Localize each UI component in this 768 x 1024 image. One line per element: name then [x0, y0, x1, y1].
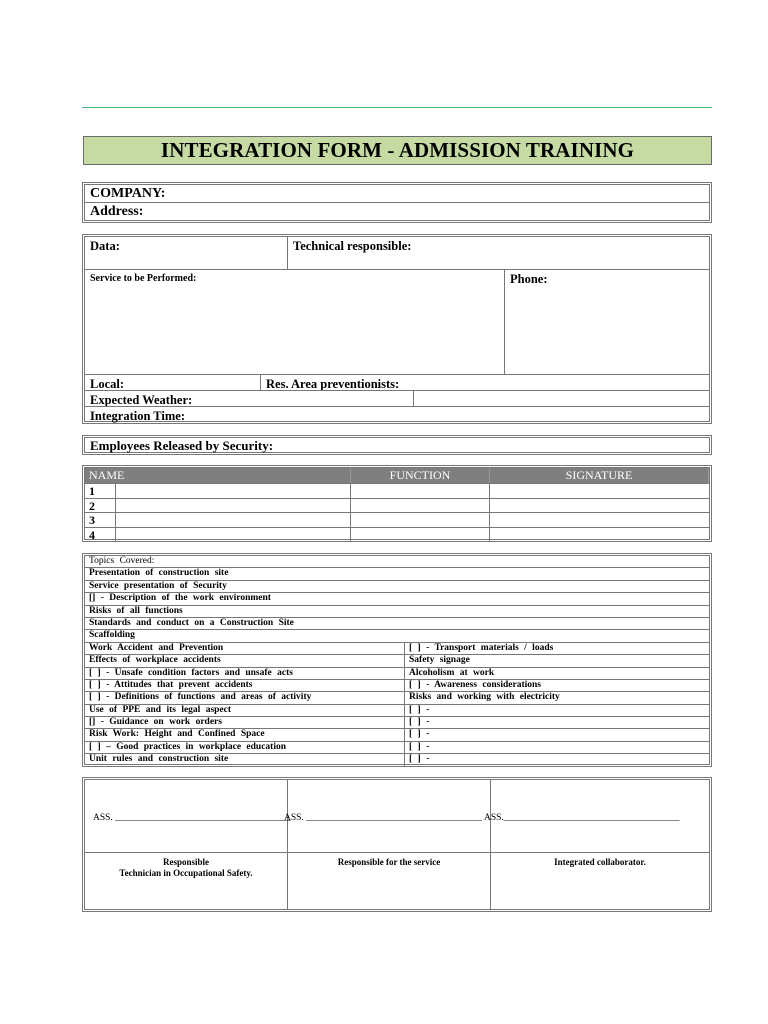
signature-cell[interactable]	[490, 484, 709, 498]
row-number: 3	[85, 513, 116, 527]
signature-box-collaborator[interactable]	[484, 780, 709, 852]
company-section	[82, 182, 712, 223]
signature-cell[interactable]	[490, 499, 709, 513]
topic-item: [ ] -	[409, 717, 430, 728]
service-field[interactable]: Service to be Performed:	[85, 270, 505, 374]
header-function: FUNCTION	[351, 468, 490, 483]
table-row	[85, 528, 709, 543]
signer-role: Responsible	[162, 857, 209, 867]
name-cell[interactable]	[116, 484, 351, 498]
weather-value-field[interactable]	[414, 391, 709, 406]
signature-line: ASS._____________________________________	[484, 813, 680, 823]
integration-time-field[interactable]: Integration Time:	[90, 409, 186, 423]
topic-item: Scaffolding	[89, 630, 135, 641]
signature-box-technician[interactable]	[85, 780, 291, 852]
topic-item: [ ] - Awareness considerations	[409, 679, 541, 690]
name-cell[interactable]	[116, 528, 351, 543]
header-signature: SIGNATURE	[490, 468, 709, 483]
signature-line: ASS. _____________________________________	[93, 813, 291, 823]
topic-item: [ ] -	[409, 754, 430, 765]
topic-item: Standards and conduct on a Construction Site	[89, 617, 294, 628]
topics-heading: Topics Covered:	[89, 556, 155, 566]
details-section	[82, 234, 712, 424]
address-field[interactable]: Address:	[90, 204, 144, 219]
topic-item: Alcoholism at work	[409, 667, 495, 678]
signature-cell[interactable]	[490, 528, 709, 543]
local-field[interactable]: Local:	[85, 375, 261, 390]
topic-item: [ ] -	[409, 729, 430, 740]
function-cell[interactable]	[351, 484, 490, 498]
name-cell[interactable]	[116, 499, 351, 513]
signature-cell[interactable]	[490, 513, 709, 527]
form-title: INTEGRATION FORM - ADMISSION TRAINING	[160, 138, 635, 162]
topic-item: [ ] - Definitions of functions and areas of activity	[85, 692, 405, 703]
table-row	[85, 484, 709, 499]
topic-item: [] - Guidance on work orders	[85, 717, 405, 728]
topic-item: Unit rules and construction site	[85, 754, 405, 766]
topic-item: Effects of workplace accidents	[85, 655, 405, 666]
employees-label: Employees Released by Security:	[90, 438, 274, 453]
topic-item: Risks of all functions	[89, 605, 183, 616]
topic-item: [ ] -	[409, 741, 430, 752]
names-table-header	[85, 468, 709, 484]
employees-section	[82, 435, 712, 455]
topic-item: Work Accident and Prevention	[85, 643, 405, 654]
topics-section	[82, 553, 712, 767]
topic-item: Use of PPE and its legal aspect	[85, 705, 405, 716]
name-cell[interactable]	[116, 513, 351, 527]
row-number: 1	[85, 484, 116, 498]
row-number: 2	[85, 499, 116, 513]
weather-field[interactable]: Expected Weather:	[85, 391, 414, 406]
res-area-field[interactable]: Res. Area preventionists:	[266, 377, 400, 390]
form-title-banner	[83, 136, 712, 165]
signer-role: Integrated collaborator.	[554, 857, 646, 867]
topic-item: Service presentation of Security	[89, 580, 227, 591]
topic-item: [ ] -	[409, 704, 430, 715]
signatures-section	[82, 777, 712, 912]
topic-item: Risk Work: Height and Confined Space	[85, 729, 405, 740]
phone-field[interactable]: Phone:	[510, 272, 548, 286]
table-row	[85, 499, 709, 514]
topic-item: [ ] - Unsafe condition factors and unsafe acts	[85, 668, 405, 679]
signer-label-collaborator	[491, 853, 709, 909]
function-cell[interactable]	[351, 528, 490, 543]
header-name: NAME	[85, 468, 351, 483]
names-table	[82, 465, 712, 542]
function-cell[interactable]	[351, 513, 490, 527]
topic-item: [ ] – Good practices in workplace education	[85, 742, 405, 753]
signer-label-service	[288, 853, 491, 909]
technical-responsible-field[interactable]: Technical responsible:	[293, 239, 412, 253]
signer-label-technician	[85, 853, 288, 909]
table-row	[85, 513, 709, 528]
topic-item: Safety signage	[409, 655, 470, 666]
topic-item: Risks and working with electricity	[409, 692, 560, 703]
topic-item: [ ] - Transport materials / loads	[409, 642, 554, 653]
signature-line: ASS. _____________________________________	[284, 813, 482, 823]
company-field[interactable]: COMPANY:	[90, 186, 166, 201]
function-cell[interactable]	[351, 499, 490, 513]
topic-item: Presentation of construction site	[89, 568, 229, 579]
topic-item: [ ] - Attitudes that prevent accidents	[85, 680, 405, 691]
signer-role-detail: Technician in Occupational Safety.	[119, 868, 253, 878]
row-number: 4	[85, 528, 116, 543]
header-rule	[82, 107, 712, 108]
topic-item: [] - Description of the work environment	[89, 593, 271, 604]
signer-role: Responsible for the service	[337, 857, 441, 867]
signature-box-service[interactable]	[284, 780, 491, 852]
data-field[interactable]: Data:	[85, 237, 288, 269]
